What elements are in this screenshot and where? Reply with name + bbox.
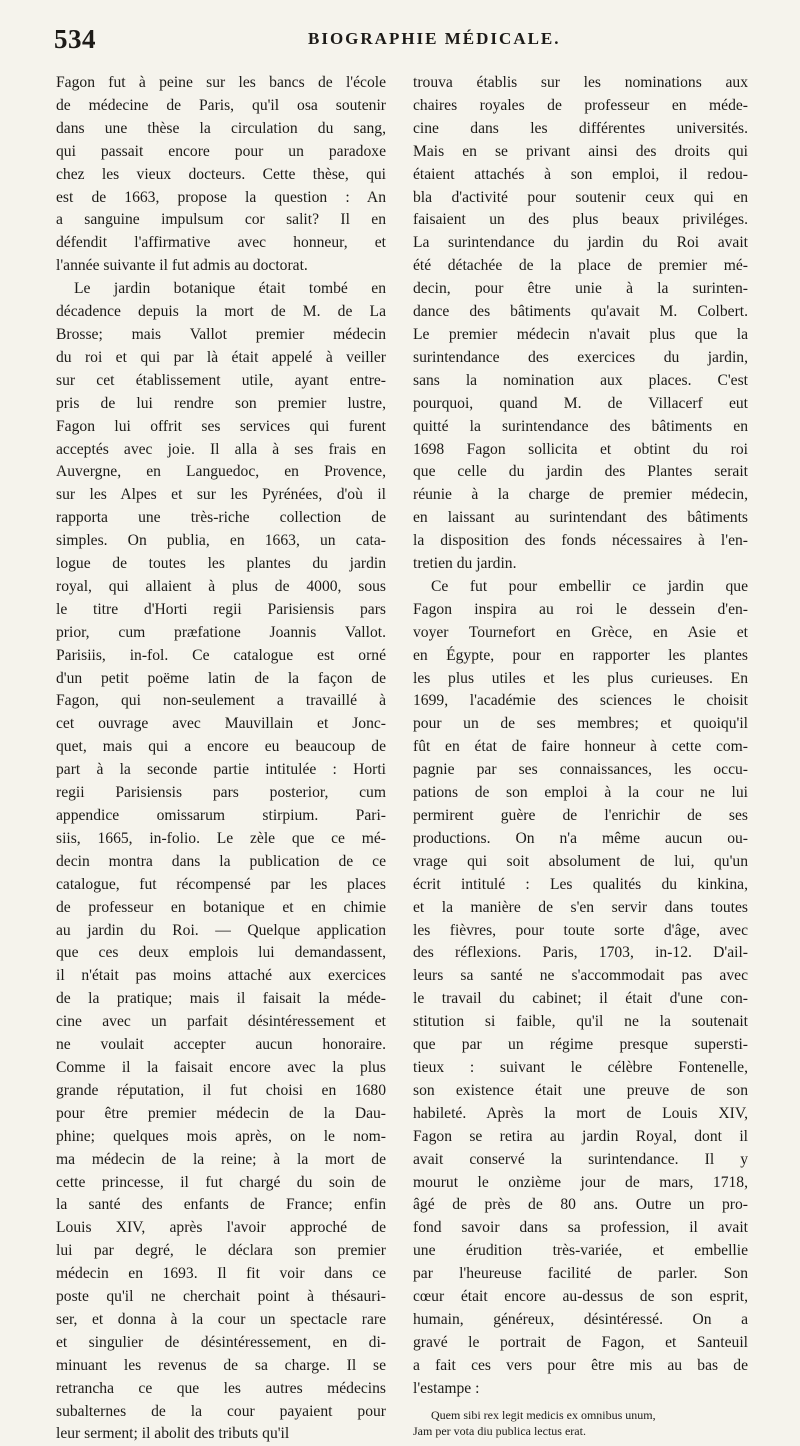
right_column-line: pagnie par ses connaissances, les occu- xyxy=(413,761,748,779)
left_column-line: logue de toutes les plantes du jardin xyxy=(56,555,386,573)
left_column-line: leur serment; il abolit des tributs qu'il xyxy=(56,1425,290,1443)
right_column-line: pourquoi, quand M. de Villacerf eut xyxy=(413,394,748,412)
running-head: BIOGRAPHIE MÉDICALE. xyxy=(308,29,561,48)
left_column-line: du roi et qui par là était appelé à veiller xyxy=(56,348,386,366)
right_column-line: 1698 Fagon sollicita et obtint du roi xyxy=(413,440,748,458)
left_column-line: d'un petit poëme latin de la façon de xyxy=(56,669,386,687)
left_column-line: Le jardin botanique était tombé en xyxy=(74,280,386,298)
right_column-line: Fagon inspira au roi le dessein d'en- xyxy=(413,600,748,618)
right_column-line: les plus utiles et les plus curieuses. En xyxy=(413,669,748,687)
right_column-line: tretien du jardin. xyxy=(413,555,517,573)
right_column-line: leurs sa santé ne s'accommodait pas avec xyxy=(413,967,748,985)
right_column-line: mourut le onzième jour de mars, 1718, xyxy=(413,1173,748,1191)
right_column-line: voyer Tournefort en Grèce, en Asie et xyxy=(413,623,748,641)
left_column-line: subalternes de la cour payaient pour xyxy=(56,1402,386,1420)
left_column-line: appendice omissarum stirpium. Pari- xyxy=(56,807,386,824)
right_column-line: les fièvres, pour toute sorte d'âge, avec xyxy=(413,921,748,939)
page-number: 534 xyxy=(54,24,96,54)
left_column-line: prior, cum præfatione Joannis Vallot. xyxy=(56,623,386,641)
left_column-line: dans une thèse la circulation du sang, xyxy=(56,119,386,137)
right_column-line: a fait ces vers pour être mis au bas de xyxy=(413,1356,748,1374)
right_column-line: habileté. Après la mort de Louis XIV, xyxy=(413,1104,748,1122)
left_column-line: chez les vieux docteurs. Cette thèse, qui xyxy=(56,165,386,183)
right_column-line: l'estampe : xyxy=(413,1379,480,1397)
right_column-line: écrit intitulé : Les qualités du kinkina, xyxy=(413,875,748,893)
left_column-line: grande réputation, il fut choisi en 1680 xyxy=(56,1081,386,1099)
right_column-line: cœur était encore au-dessus de son esprit, xyxy=(413,1288,748,1306)
right_column-line: sans la nomination aux places. C'est xyxy=(413,371,748,389)
right_column-line: que par un régime presque supersti- xyxy=(413,1036,748,1054)
left_column-line: Comme il la faisait encore avec la plus xyxy=(56,1058,386,1076)
left_column-line: siis, 1665, in-folio. Le zèle que ce mé- xyxy=(56,829,386,847)
left_column-line: le titre d'Horti regii Parisiensis pars xyxy=(56,600,386,618)
right_column-line: son existence était une preuve de son xyxy=(413,1081,748,1099)
right-column-text xyxy=(413,72,748,1401)
right_column-line: des réflexions. Paris, 1703, in-12. D'ail- xyxy=(413,944,748,962)
left_column-line: Brosse; mais Vallot premier médecin xyxy=(56,325,386,343)
right_column-line: cine dans les différentes universités. xyxy=(413,119,748,137)
left_column-line: décadence depuis la mort de M. de La xyxy=(56,303,386,321)
left_column-line: sur cet établissement utile, ayant entre- xyxy=(56,371,386,389)
right_column-line: en Égypte, pour en rapporter les plantes xyxy=(413,646,748,664)
left_column-line: la santé des enfants de France; enfin xyxy=(56,1196,386,1214)
latin-verse xyxy=(413,1407,748,1439)
right_column-line: permirent guère de l'enrichir de ses xyxy=(413,807,748,824)
right_column-line: pations de son emploi à la cour ne lui xyxy=(413,784,748,802)
right_column-line: avait conservé la surintendance. Il y xyxy=(413,1150,748,1168)
left-column xyxy=(56,72,386,1446)
left_column-line: Auvergne, en Languedoc, en Provence, xyxy=(56,463,386,481)
left_column-line: minuant les revenus de sa charge. Il se xyxy=(56,1356,386,1374)
left_column-line: sur les Alpes et sur les Pyrénées, d'où il xyxy=(56,486,386,504)
right_column-line: quitté la surintendance des bâtiments en xyxy=(413,417,748,435)
left_column-line: quet, mais qui a encore eu beaucoup de xyxy=(56,738,386,756)
right_column-line: productions. On n'a même aucun ou- xyxy=(413,829,748,847)
right_column-line: étaient attachés à son emploi, il redou- xyxy=(413,165,748,183)
left_column-line: cet ouvrage avec Mauvillain et Jonc- xyxy=(56,715,386,733)
right_column-line: 1699, l'académie des sciences le choisit xyxy=(413,692,748,710)
left_column-line: que ces deux emplois lui demandassent, xyxy=(56,944,386,962)
left_column-line: poste qu'il ne cherchait point à thésauri- xyxy=(56,1288,386,1306)
left_column-line: part à la seconde partie intitulée : Horti xyxy=(56,761,386,779)
right_column-line: fût en état de faire honneur à cette com- xyxy=(413,738,748,756)
left_column-line: lui par degré, le déclara son premier xyxy=(56,1242,386,1260)
right_column-line: en laissant au surintendant des bâtiments xyxy=(413,509,748,527)
left_column-line: phine; quelques mois après, on le nom- xyxy=(56,1127,386,1145)
right_column-line: faisaient un des plus beaux priviléges. xyxy=(413,211,748,229)
page-header xyxy=(54,24,780,64)
right_column-line: bla d'activité pour soutenir ceux qui en xyxy=(413,188,748,206)
right_column-line: vrage qui soit absolument de lui, qu'un xyxy=(413,852,748,870)
right_column-line: trouva établis sur les nominations aux xyxy=(413,74,748,91)
right_column-line: été détachée de la place de premier mé- xyxy=(413,257,748,275)
left_column-line: l'année suivante il fut admis au doctorat. xyxy=(56,257,308,275)
right_column-line: fond savoir dans sa profession, il avait xyxy=(413,1219,748,1237)
right_column-line: Mais en se privant ainsi des droits qui xyxy=(413,142,748,160)
left_column-line: cette princesse, il fut chargé du soin de xyxy=(56,1173,386,1191)
left_column-line: est de 1663, propose la question : An xyxy=(56,188,386,206)
left_column-line: Fagon, qui non-seulement a travaillé à xyxy=(56,692,386,710)
left_column-line: acceptés avec joie. Il alla à ses frais en xyxy=(56,440,386,458)
right_column-line: que celle du jardin des Plantes serait xyxy=(413,463,748,481)
right_column-line: et la manière de s'en servir dans toutes xyxy=(413,898,748,916)
right-column xyxy=(413,72,748,1439)
right_column-line: surintendance des exercices du jardin, xyxy=(413,348,748,366)
verse-line: Jam per vota diu publica lectus erat. xyxy=(413,1423,586,1438)
left_column-line: decin montra dans la publication de ce xyxy=(56,852,386,870)
left_column-line: de professeur en botanique et en chimie xyxy=(56,898,386,916)
left_column-line: Fagon lui offrit ses services qui furent xyxy=(56,417,386,435)
right_column-line: tieux : suivant le célèbre Fontenelle, xyxy=(413,1058,748,1076)
left_column-line: rapporta une très-riche collection de xyxy=(56,509,386,527)
right_column-line: Fagon se retira au jardin Royal, dont il xyxy=(413,1127,748,1145)
left_column-line: simples. On publia, en 1663, un cata- xyxy=(56,532,386,550)
right_column-line: chaires royales de professeur en méde- xyxy=(413,96,748,114)
right_column-line: gravé le portrait de Fagon, et Santeuil xyxy=(413,1333,748,1351)
right_column-line: âgé de près de 80 ans. Outre un pro- xyxy=(413,1196,748,1214)
left_column-line: ser, et donna à la cour un spectacle rare xyxy=(56,1310,386,1328)
left_column-line: catalogue, fut récompensé par les places xyxy=(56,875,386,893)
right_column-line: Ce fut pour embellir ce jardin que xyxy=(431,577,748,595)
right_column-line: pour un de ses membres; et quoiqu'il xyxy=(413,715,748,733)
left_column-line: au jardin du Roi. — Quelque application xyxy=(56,921,386,939)
right_column-line: humain, généreux, désintéressé. On a xyxy=(413,1310,748,1328)
left_column-line: défendit l'affirmative avec honneur, et xyxy=(56,234,386,252)
left_column-line: cine avec un parfait désintéressement et xyxy=(56,1013,386,1031)
left_column-line: ma médecin de la reine; à la mort de xyxy=(56,1150,386,1168)
left_column-line: Parisiis, in-fol. Ce catalogue est orné xyxy=(56,646,386,664)
left_column-line: a sanguine impulsum cor salit? Il en xyxy=(56,211,386,229)
right_column-line: stitution si faible, qu'il ne la soutenait xyxy=(413,1013,748,1031)
right_column-line: la disposition des fonds nécessaires à l'en- xyxy=(413,532,748,550)
left_column-line: et singulier de désintéressement, en di- xyxy=(56,1333,386,1351)
right_column-line: le travail du cabinet; il était d'une con- xyxy=(413,990,748,1008)
left_column-line: retrancha ce que les autres médecins xyxy=(56,1379,386,1397)
left_column-line: royal, qui allaient à plus de 4000, sous xyxy=(56,577,386,595)
left_column-line: regii Parisiensis pars posterior, cum xyxy=(56,784,386,802)
right_column-line: par l'heureuse facilité de parler. Son xyxy=(413,1265,748,1283)
left_column-line: de médecine de Paris, qu'il osa soutenir xyxy=(56,96,386,114)
left_column-line: qui passait encore pour un paradoxe xyxy=(56,142,386,160)
right_column-line: decin, pour être unie à la surinten- xyxy=(413,280,748,298)
verse-line: Quem sibi rex legit medicis ex omnibus unum, xyxy=(431,1407,656,1422)
right_column-line: réunie à la charge de premier médecin, xyxy=(413,486,748,504)
right_column-line: dance des bâtiments qu'avait M. Colbert. xyxy=(413,303,748,321)
right_column-line: La surintendance du jardin du Roi avait xyxy=(413,234,748,252)
left_column-line: Fagon fut à peine sur les bancs de l'école xyxy=(56,74,386,91)
left_column-line: pris de lui rendre son premier lustre, xyxy=(56,394,386,412)
left_column-line: il n'était pas moins attaché aux exercices xyxy=(56,967,386,985)
left_column-line: Louis XIV, après l'avoir approché de xyxy=(56,1219,386,1237)
left_column-line: pour être premier médecin de la Dau- xyxy=(56,1104,386,1122)
left_column-line: ne voulait accepter aucun honoraire. xyxy=(56,1036,386,1054)
right_column-line: une érudition très-variée, et embellie xyxy=(413,1242,748,1260)
left_column-line: de la pratique; mais il faisait la méde- xyxy=(56,990,386,1008)
right_column-line: Le premier médecin n'avait plus que la xyxy=(413,325,748,343)
left_column-line: médecin en 1693. Il fit voir dans ce xyxy=(56,1265,386,1283)
